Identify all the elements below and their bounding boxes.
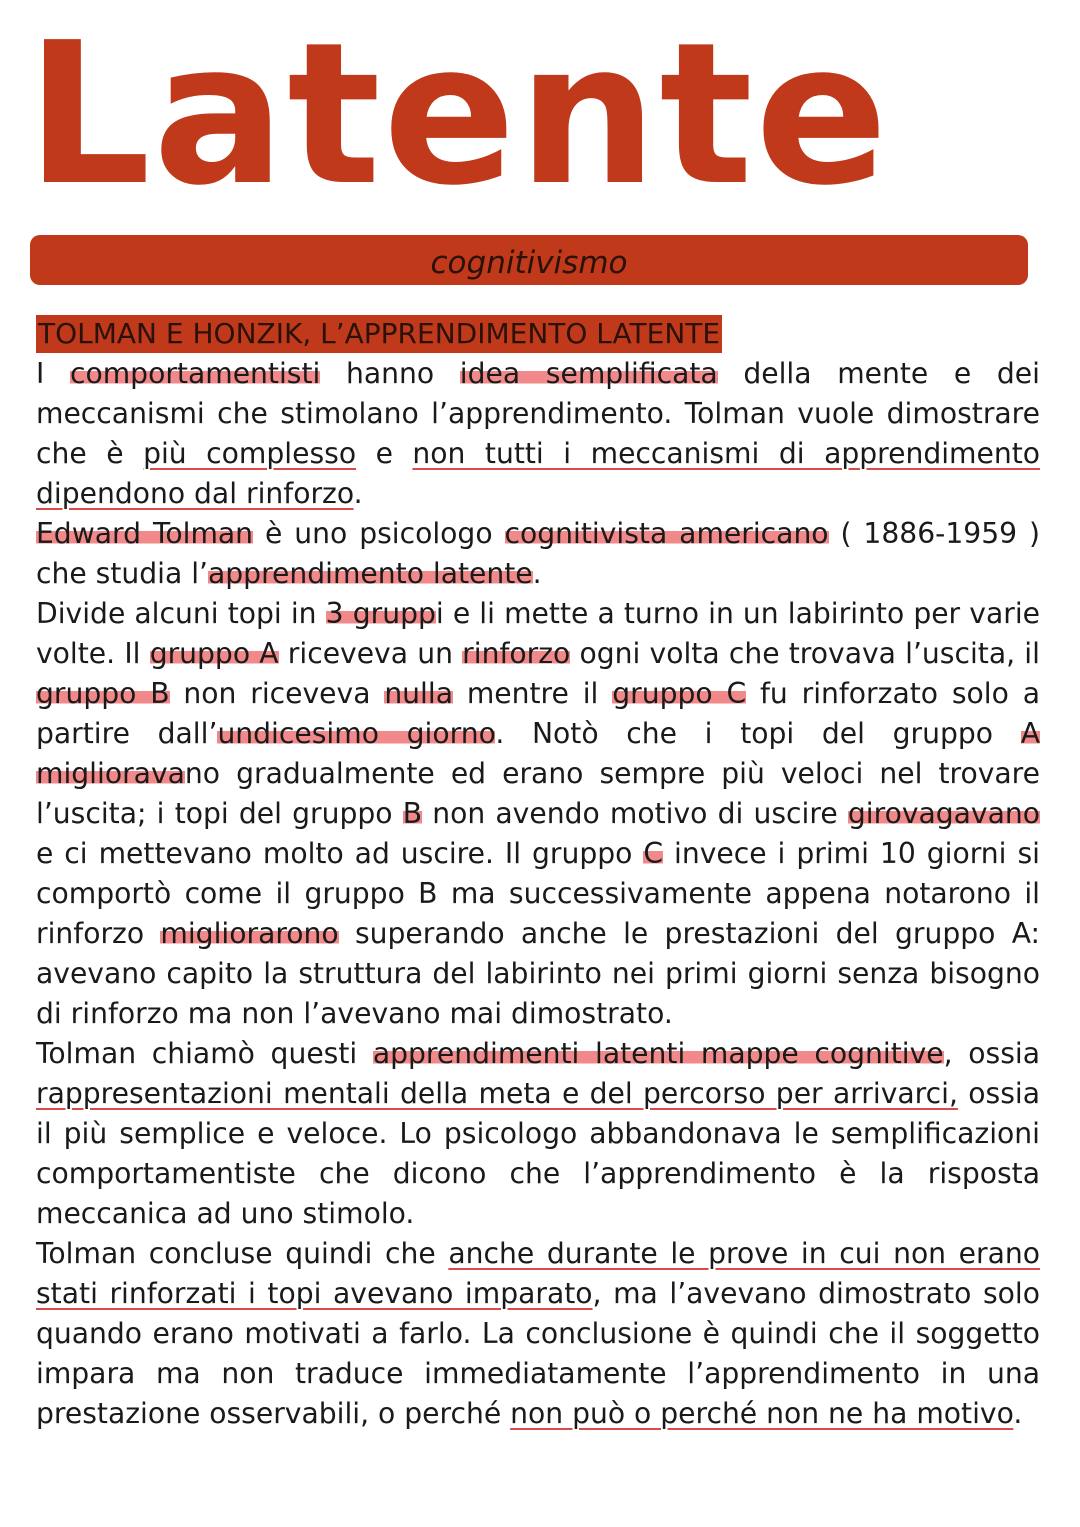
highlighted-text: Edward Tolman	[36, 517, 254, 550]
text-run: Tolman concluse quindi che	[36, 1237, 449, 1270]
highlighted-text: rinforzo	[462, 637, 571, 670]
text-run: . Notò che i topi del gruppo	[495, 717, 1021, 750]
subtitle-banner	[30, 235, 1028, 285]
text-run: ogni volta che trovava l’uscita, il	[570, 637, 1040, 670]
highlighted-text: apprendimento latente	[208, 557, 533, 590]
text-run: e	[356, 437, 413, 470]
text-run: superando anche le prestazioni del gruppo A: avevano capito la struttura del labirinto nei primi giorni senza bisogno di rinforzo ma non l’avevano mai dimostrato.	[36, 917, 1040, 1030]
text-run: I	[36, 357, 70, 390]
paragraph-list	[36, 354, 1040, 1434]
underlined-text: anche durante le prove in cui non erano stati rinforzati i topi avevano imparato	[36, 1237, 1040, 1310]
text-run: è uno psicologo	[253, 517, 505, 550]
highlighted-text: girovagavano	[847, 797, 1040, 830]
paragraph	[36, 1234, 1040, 1434]
text-run: , ossia	[943, 1037, 1040, 1070]
subtitle: cognitivismo	[430, 245, 628, 281]
text-run: .	[353, 477, 363, 510]
text-run: , ma l’avevano dimostrato solo quando erano motivati a farlo. La conclusione è quindi che il soggetto impara ma non traduce immediatamente l’apprendimento in una prestazione osservabili, o perché	[36, 1277, 1040, 1430]
highlighted-text: gruppo C	[612, 677, 747, 710]
highlighted-text: gruppo A	[149, 637, 279, 670]
text-run: ( 1886-1959 ) che studia l’	[36, 517, 1041, 590]
underlined-text: rappresentazioni mentali della meta e del percorso per arrivarci,	[36, 1077, 958, 1110]
paragraph	[36, 514, 1040, 594]
highlighted-text: 3 grupp	[325, 597, 436, 630]
text-run: e ci mettevano molto ad uscire. Il gruppo	[36, 837, 644, 870]
highlighted-text: idea semplificata	[459, 357, 718, 390]
highlighted-text: migliorarono	[160, 917, 339, 950]
text-run: Divide alcuni topi in	[36, 597, 326, 630]
text-run: riceveva un	[278, 637, 463, 670]
highlighted-text: apprendimenti latenti mappe cognitive	[372, 1037, 944, 1070]
paragraph	[36, 594, 1040, 1034]
text-run: Tolman chiamò questi	[36, 1037, 373, 1070]
text-run: hanno	[320, 357, 460, 390]
text-run: .	[1013, 1397, 1023, 1430]
text-run: no gradualmente ed erano sempre più veloci nel trovare l’uscita; i topi del gruppo	[36, 757, 1040, 830]
text-run: .	[532, 557, 542, 590]
highlighted-text: cognitivista americano	[504, 517, 829, 550]
highlighted-text: B	[402, 797, 423, 830]
text-run: mentre il	[452, 677, 613, 710]
highlighted-text: comportamentisti	[69, 357, 321, 390]
text-run: i e li mette a turno in un labirinto per varie volte. Il	[36, 597, 1040, 670]
highlighted-text: nulla	[384, 677, 453, 710]
highlighted-text: gruppo B	[36, 677, 170, 710]
underlined-text: più complesso	[143, 437, 357, 470]
text-run: non riceveva	[169, 677, 385, 710]
underlined-text: non tutti i meccanismi di apprendimento dipendono dal rinforzo	[36, 437, 1041, 510]
highlighted-text: A migliorava	[36, 717, 1041, 790]
section-heading: TOLMAN E HONZIK, L’APPRENDIMENTO LATENTE	[36, 315, 722, 353]
text-run: della mente e dei meccanismi che stimolano l’apprendimento. Tolman vuole dimostrare che è	[36, 357, 1040, 470]
highlighted-text: undicesimo giorno	[217, 717, 496, 750]
text-run: invece i primi 10 giorni si comportò come il gruppo B ma successivamente appena notarono il rinforzo	[36, 837, 1040, 950]
highlighted-text: C	[643, 837, 664, 870]
underlined-text: non può o perché non ne ha motivo	[510, 1397, 1014, 1430]
page-title: Latente	[26, 1, 890, 229]
text-run: ossia il più semplice e veloce. Lo psicologo abbandonava le semplificazioni comportamentiste che dicono che l’apprendimento è la risposta meccanica ad uno stimolo.	[36, 1077, 1040, 1230]
document-body	[36, 314, 1040, 1434]
text-run: non avendo motivo di uscire	[422, 797, 848, 830]
text-run: fu rinforzato solo a partire dall’	[36, 677, 1040, 750]
paragraph	[36, 354, 1040, 514]
paragraph	[36, 1034, 1040, 1234]
